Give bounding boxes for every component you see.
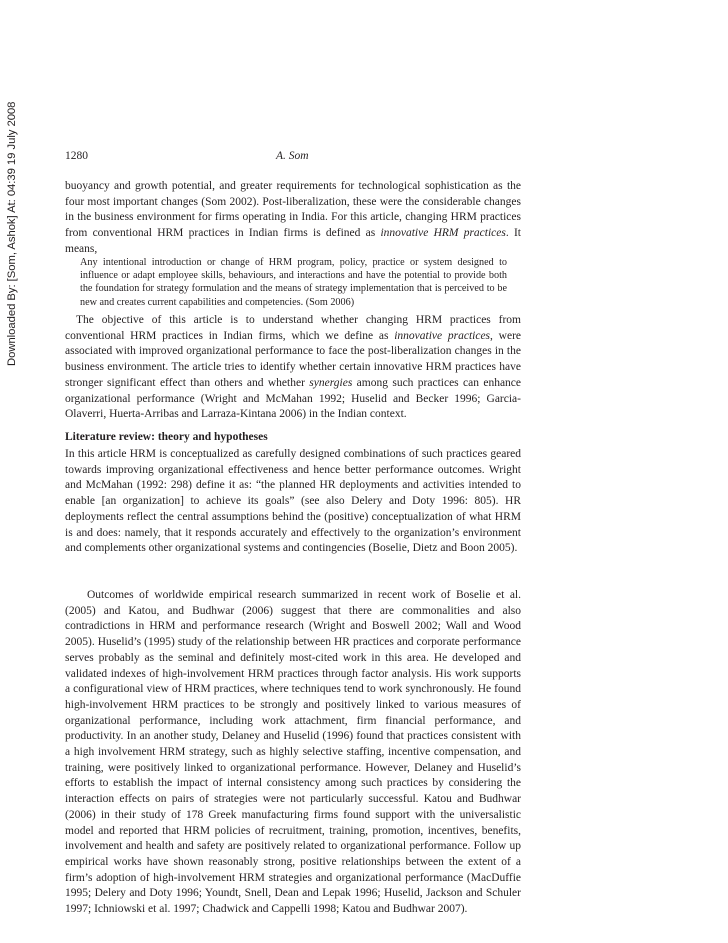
paragraph-outcomes: Outcomes of worldwide empirical research summarized in recent work of Boselie et al. (2005) and Katou, and Budhwar (2006) suggest that there are commonalities and also contradictions in HRM and performance research (Wright and Boswell 2002; Wall and Wood 2005). Huselid’s (1995) study of the relationship between HR practices and corporate performance serves probably as the seminal and definitely most-cited work in this area. He developed and validated indexes of high-involvement HRM practices through factor analysis. His work supports a configurational view of HRM practices, where techniques tend to work synchronously. He found high-involvement HRM practices to be strongly and positively linked to various measures of organizational performance, including work attachment, firm financial performance, and productivity. In an another study, Delaney and Huselid (1996) found that practices consistent with a high involvement HRM strategy, such as highly selective staffing, incentive compensation, and training, were positively linked to organizational performance. However, Delaney and Huselid’s efforts to establish the impact of internal consistency among such practices by considering the interaction effects on pairs of strategies were not particularly successful. Katou and Budhwar (2006) in their study of 178 Greek manufacturing firms found support with the universalistic model and reported that HRM policies of recruitment, training, promotion, incentives, benefits, involvement and health and safety are positively related to organizational performance. Follow up empirical works have shown reasonably strong, positive relationships between the extent of a firm’s adoption of high-involvement HRM strategies and organizational performance (MacDuffie 1995; Delery and Doty 1996; Youndt, Snell, Dean and Lepak 1996; Huselid, Jackson and Schuler 1997; Ichniowski et al. 1997; Chadwick and Cappelli 1998; Katou and Budhwar 2007). <box>65 589 521 916</box>
running-head <box>65 150 521 166</box>
page-number: 1280 <box>65 150 88 162</box>
paragraph-text: . It means, <box>65 227 521 255</box>
paragraph-text: , were associated with improved organizational performance to face the post-liberalization changes in the business environment. The article tries to identify whether certain innovative HRM practices have stronger significant effect than others and whether <box>65 329 522 389</box>
paragraph-text: among such practices can enhance organizational performance (Wright and McMahan 1992; Huselid and Becker 1996; Garcia-Olaverri, Huerta-Arribas and Larraza-Kintana 2006) in the Indian context. <box>65 376 522 421</box>
emphasis-term: innovative practices <box>394 329 491 342</box>
section-heading: Literature review: theory and hypotheses <box>65 431 268 443</box>
paragraph-text: buoyancy and growth potential, and greater requirements for technological sophistication as the four most important changes (Som 2002). Post-liberalization, these were the considerable changes in the business environment for firms operating in India. For this article, changing HRM practices from conventional HRM practices in Indian firms is defined as <box>65 180 521 240</box>
block-quote: Any intentional introduction or change of HRM program, policy, practice or system designed to influence or adapt employee skills, behaviours, and interactions and have the potential to provide both the foundation for strategy formulation and the means of strategy implementation that is perceived to be new and creates current capabilities and competencies. (Som 2006) <box>80 257 507 308</box>
download-stamp: Downloaded By: [Som, Ashok] At: 04:39 19 July 2008 <box>6 101 18 366</box>
emphasis-term: synergies <box>309 376 353 389</box>
running-head-author: A. Som <box>276 150 309 162</box>
paragraph-literature: In this article HRM is conceptualized as carefully designed combinations of such practices geared towards improving organizational effectiveness and hence better performance outcomes. Wright and McMahan (1992: 298) define it as: “the planned HR deployments and activities intended to enable [an organization] to achieve its goals” (see also Delery and Doty 1996: 805). HR deployments reflect the central assumptions behind the (positive) conceptualization of what HRM is and does: namely, that it responds accurately and effectively to the organization’s environment and complements other organizational systems and contingencies (Boselie, Dietz and Boon 2005). <box>65 448 521 555</box>
paragraph-text: The objective of this article is to understand whether changing HRM practices from conventional HRM practices in Indian firms, which we define as <box>65 314 521 342</box>
emphasis-term: innovative HRM practices <box>380 227 506 240</box>
paragraph-intro <box>65 179 521 258</box>
paragraph-objective <box>65 313 521 423</box>
